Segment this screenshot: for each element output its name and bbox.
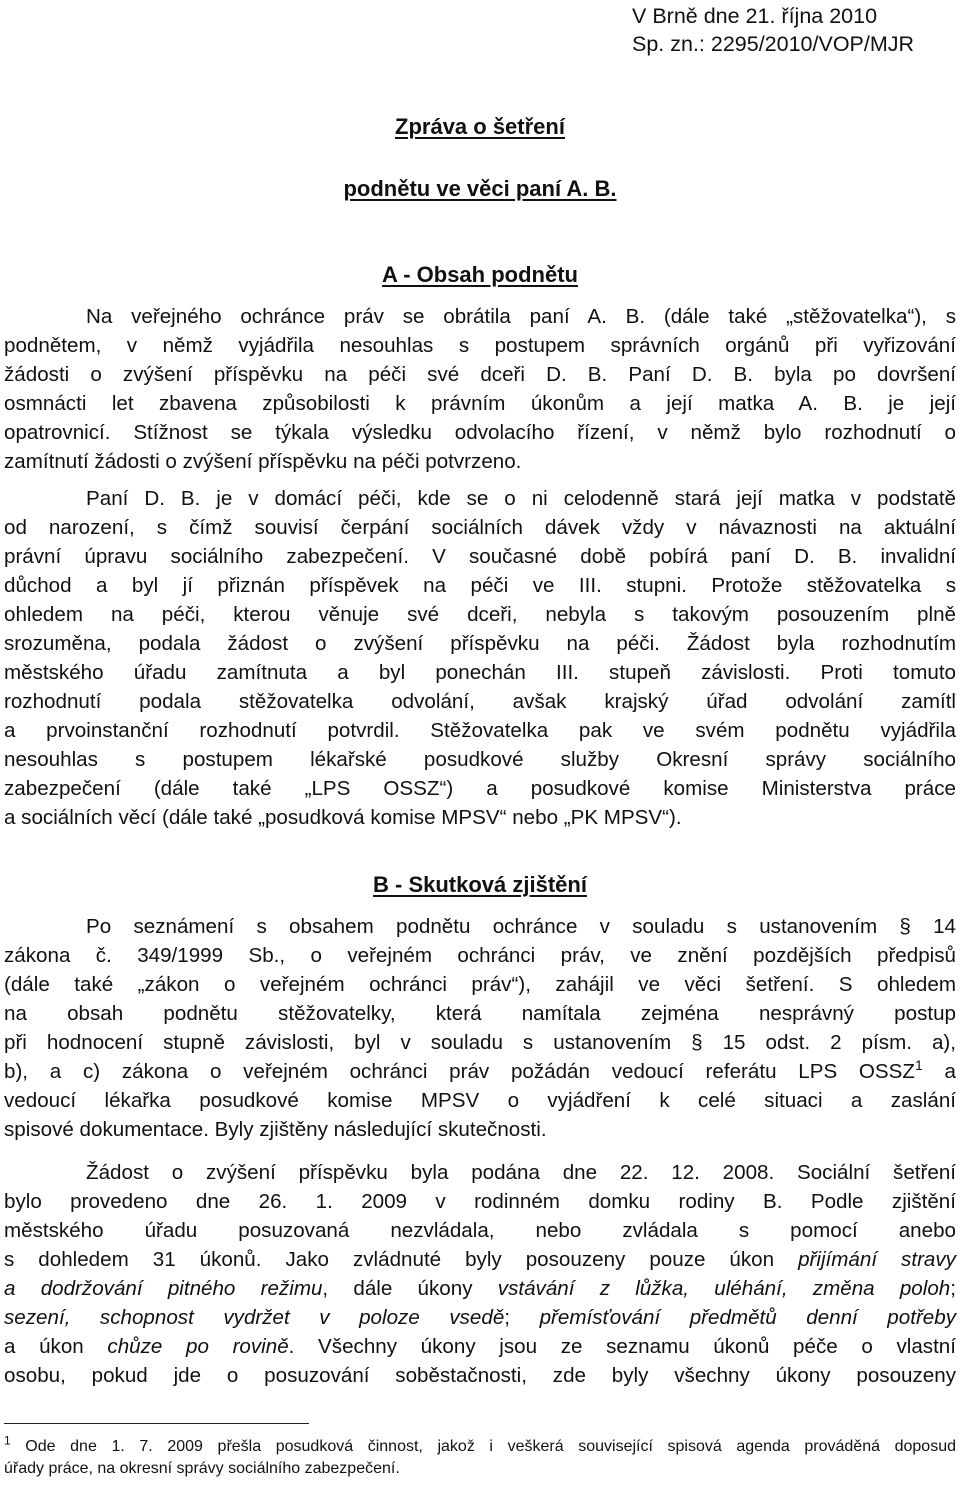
paragraph-line <box>4 1303 956 1332</box>
footnote <box>4 1433 956 1480</box>
document-title <box>4 114 956 140</box>
paragraph-line: podnětem, v němž vyjádřila nesouhlas s postupem správních orgánů při vyřizování <box>4 334 956 357</box>
paragraph-line: městského úřadu zamítnuta a byl ponechán III. stupeň závislosti. Proti tomuto <box>4 661 956 684</box>
paragraph-line: spisové dokumentace. Byly zjištěny následující skutečnosti. <box>4 1118 547 1141</box>
paragraph-line <box>4 1274 956 1303</box>
footnote-divider <box>4 1423 309 1424</box>
line-text: b), a c) zákona o veřejném ochránci práv požádán vedoucí referátu LPS OSSZ <box>4 1060 915 1083</box>
document-header <box>632 2 914 58</box>
section-b-paragraph-1 <box>4 912 956 1144</box>
italic-term: a dodržování pitného režimu <box>4 1277 323 1300</box>
paragraph-line: a sociálních věcí (dále také „posudková komise MPSV“ nebo „PK MPSV“). <box>4 806 682 829</box>
italic-term: vstávání z lůžka, uléhání, změna poloh <box>497 1277 951 1300</box>
paragraph-line: zamítnutí žádosti o zvýšení příspěvku na péči potvrzeno. <box>4 450 522 473</box>
reference-number: Sp. zn.: 2295/2010/VOP/MJR <box>632 32 915 56</box>
paragraph-line: Paní D. B. je v domácí péči, kde se o ni celodenně stará její matka v podstatě <box>86 487 956 510</box>
section-a-paragraph-2 <box>4 484 956 832</box>
paragraph-line: důchod a byl jí přiznán příspěvek na péči ve III. stupni. Protože stěžovatelka s <box>4 574 956 597</box>
paragraph-line: zabezpečení (dále také „LPS OSSZ“) a posudkové komise Ministerstva práce <box>4 777 956 800</box>
section-a-heading <box>4 262 956 288</box>
footnote-line <box>4 1433 956 1458</box>
italic-term: přijímání stravy <box>798 1248 956 1271</box>
paragraph-line: právní úpravu sociálního zabezpečení. V současné době pobírá paní D. B. invalidní <box>4 545 956 568</box>
line-text: s dohledem 31 úkonů. Jako zvládnuté byly posouzeny pouze úkon <box>4 1248 775 1271</box>
paragraph-line: od narození, s čímž souvisí čerpání sociálních dávek vždy v návaznosti na aktuální <box>4 516 956 539</box>
section-b-paragraph-2 <box>4 1158 956 1390</box>
paragraph-line-with-footnote <box>4 1057 956 1086</box>
paragraph-line: při hodnocení stupně závislosti, byl v souladu s ustanovením § 15 odst. 2 písm. a), <box>4 1031 956 1054</box>
section-a-paragraph-1 <box>4 302 956 476</box>
paragraph-line: nesouhlas s postupem lékařské posudkové služby Okresní správy sociálního <box>4 748 956 771</box>
italic-term: přemísťování předmětů denní potřeby <box>539 1306 957 1329</box>
italic-term: sezení, schopnost vydržet v poloze vsedě <box>4 1306 505 1329</box>
paragraph-line: srozuměna, podala žádost o zvýšení příspěvku na péči. Žádost byla rozhodnutím <box>4 632 956 655</box>
paragraph-line: opatrovnicí. Stížnost se týkala výsledku odvolacího řízení, v němž bylo rozhodnutí o <box>4 421 956 444</box>
paragraph-line: městského úřadu posuzovaná nezvládala, nebo zvládala s pomocí anebo <box>4 1219 956 1242</box>
paragraph-line: žádosti o zvýšení příspěvku na péči své dceři D. B. Paní D. B. byla po dovršení <box>4 363 956 386</box>
paragraph-line: Po seznámení s obsahem podnětu ochránce v souladu s ustanovením § 14 <box>86 915 956 938</box>
paragraph-line: a prvoinstanční rozhodnutí potvrdil. Stěžovatelka pak ve svém podnětu vyjádřila <box>4 719 956 742</box>
section-b-heading-text: B - Skutková zjištění <box>373 872 587 897</box>
paragraph-line: ohledem na péči, kterou věnuje své dceři, nebyla s takovým posouzením plně <box>4 603 956 626</box>
line-text: ; <box>504 1306 511 1329</box>
paragraph-line: bylo provedeno dne 26. 1. 2009 v rodinném domku rodiny B. Podle zjištění <box>4 1190 956 1213</box>
footnote-text: Ode dne 1. 7. 2009 přešla posudková činnost, jakož i veškerá související spisová agenda prováděná doposud <box>25 1438 956 1455</box>
date-line: V Brně dne 21. října 2010 <box>632 4 878 28</box>
footnote-line: úřady práce, na okresní správy sociálního zabezpečení. <box>4 1460 400 1477</box>
paragraph-line: vedoucí lékařka posudkové komise MPSV o vyjádření k celé situaci a zaslání <box>4 1089 956 1112</box>
paragraph-line: Na veřejného ochránce práv se obrátila paní A. B. (dále také „stěžovatelka“), s <box>86 305 956 328</box>
paragraph-line: osmnácti let zbavena způsobilosti k právním úkonům a její matka A. B. je její <box>4 392 956 415</box>
italic-term: chůze po rovině <box>107 1335 289 1358</box>
line-text: , dále úkony <box>322 1277 473 1300</box>
line-text: . Všechny úkony jsou ze seznamu úkonů péče o vlastní <box>288 1335 956 1358</box>
title-main: Zpráva o šetření <box>395 114 565 139</box>
paragraph-line: rozhodnutí podala stěžovatelka odvolání, avšak krajský úřad odvolání zamítl <box>4 690 956 713</box>
paragraph-line: (dále také „zákon o veřejném ochránci práv“), zahájil ve věci šetření. S ohledem <box>4 973 956 996</box>
section-b-heading <box>4 872 956 898</box>
paragraph-line <box>4 1332 956 1361</box>
paragraph-line: osobu, pokud jde o posuzování soběstačnosti, zde byly všechny úkony posouzeny <box>4 1364 956 1387</box>
footnote-reference[interactable]: 1 <box>915 1057 923 1074</box>
line-text: ; <box>950 1277 956 1300</box>
document-subtitle <box>4 176 956 202</box>
line-text: a <box>944 1060 956 1083</box>
section-a-heading-text: A - Obsah podnětu <box>382 262 578 287</box>
paragraph-line <box>4 1245 956 1274</box>
paragraph-line: zákona č. 349/1999 Sb., o veřejném ochránci práv, ve znění pozdějších předpisů <box>4 944 956 967</box>
line-text: a úkon <box>4 1335 84 1358</box>
paragraph-line: Žádost o zvýšení příspěvku byla podána dne 22. 12. 2008. Sociální šetření <box>86 1161 956 1184</box>
footnote-number: 1 <box>4 1433 11 1448</box>
title-sub: podnětu ve věci paní A. B. <box>343 176 617 201</box>
paragraph-line: na obsah podnětu stěžovatelky, která namítala zejména nesprávný postup <box>4 1002 956 1025</box>
